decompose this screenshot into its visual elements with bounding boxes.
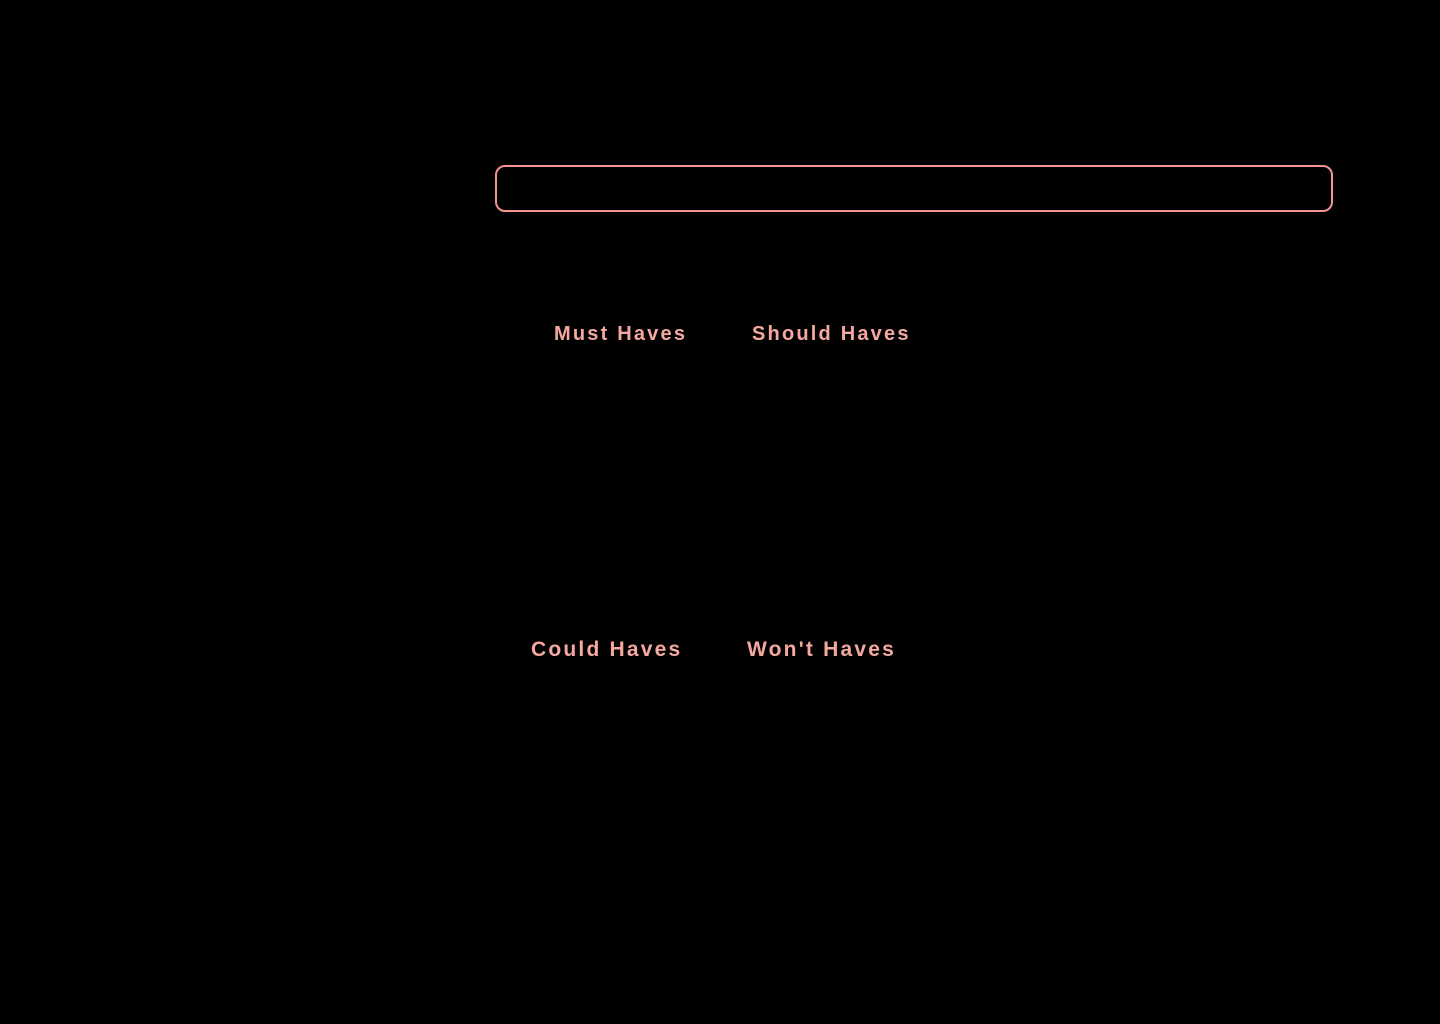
- title-input[interactable]: [495, 165, 1333, 212]
- quadrant-dropzone-wont-haves[interactable]: [745, 676, 985, 926]
- quadrant-dropzone-could-haves[interactable]: [495, 676, 735, 926]
- quadrant-dropzone-must-haves[interactable]: [495, 360, 735, 610]
- quadrant-label-should-haves: Should Haves: [752, 323, 911, 345]
- quadrant-label-wont-haves: Won't Haves: [747, 638, 897, 661]
- quadrant-dropzone-should-haves[interactable]: [745, 360, 985, 610]
- quadrant-label-could-haves: Could Haves: [531, 638, 683, 661]
- quadrant-label-must-haves: Must Haves: [554, 323, 688, 345]
